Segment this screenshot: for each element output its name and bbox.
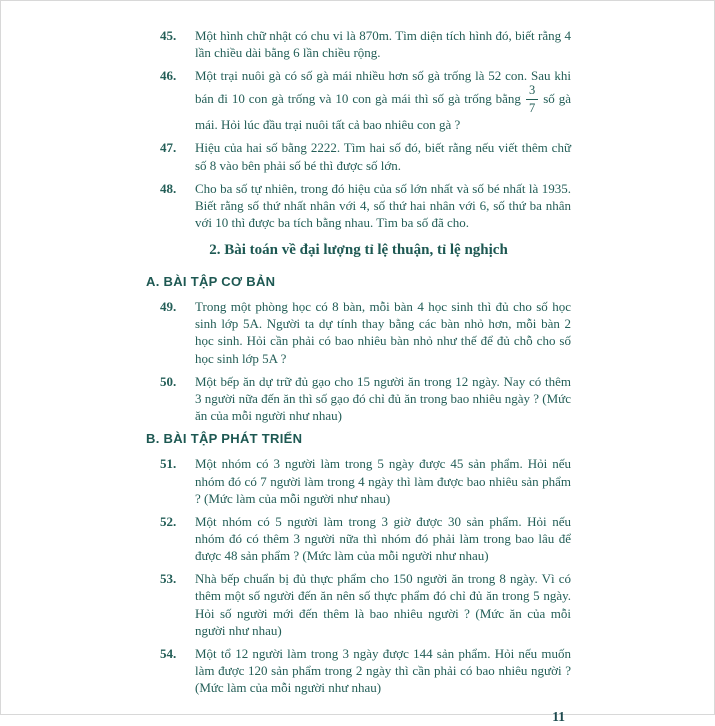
problem-text: Cho ba số tự nhiên, trong đó hiệu của số lớn nhất và số bé nhất là 1935. Biết rằng số thứ nhất nhân với 4, số thứ hai nhân với 6, số thứ ba nhân với 10 thì được ba tích bằng nhau. Tìm ba số đã cho. [195, 180, 571, 230]
problem-number: 50. [160, 373, 177, 389]
problem-number: 47. [160, 140, 177, 156]
problem-text: Trong một phòng học có 8 bàn, mỗi bàn 4 học sinh thì đủ cho số học sinh lớp 5A. Người ta dự tính thay bằng các bàn nhỏ hơn, mỗi bàn 2 học sinh. Hỏi cần phải có bao nhiêu bàn nhỏ như thế để đủ chỗ cho số học sinh lớp 5A ? [195, 299, 571, 366]
problem-text: Một bếp ăn dự trữ đủ gạo cho 15 người ăn trong 12 ngày. Nay có thêm 3 người nữa đến ăn thì số gạo đó chỉ đủ ăn trong bao nhiêu ngày ? (Mức ăn của mỗi người như nhau) [195, 373, 571, 424]
problem-text-before-fraction: Một trại nuôi gà có số gà mái nhiều hơn số gà trống là 52 con. Sau khi bán đi 10 con gà trống và 10 con gà mái thì số gà trống bằng [195, 68, 571, 107]
problem-text: Một tổ 12 người làm trong 3 ngày được 144 sản phẩm. Hỏi nếu muốn làm được 120 sản phẩm trong 2 ngày thì cần phải có bao nhiêu người ? (Mức làm của mỗi người như nhau) [195, 645, 571, 696]
problem-text [195, 67, 571, 133]
problem-number: 46. [160, 68, 177, 84]
problem-text: Một nhóm có 3 người làm trong 5 ngày được 45 sản phẩm. Hỏi nếu nhóm đó có 7 người làm trong 4 ngày thì làm được bao nhiêu sản phẩm ? (Mức làm của mỗi người như nhau) [195, 456, 571, 506]
fraction-denominator: 7 [528, 100, 536, 115]
problem-53 [146, 570, 571, 639]
problem-49 [146, 298, 571, 367]
problem-46 [146, 67, 571, 133]
problem-text-after-fraction: số gà mái. Hỏi lúc đầu trại nuôi tất cả bao nhiêu con gà ? [195, 91, 571, 133]
problem-number: 53. [160, 571, 177, 587]
problem-52 [146, 513, 571, 564]
problem-48 [146, 180, 571, 231]
fraction-three-sevenths [526, 83, 538, 115]
problem-50 [146, 373, 571, 424]
problem-text: Một hình chữ nhật có chu vi là 870m. Tìm diện tích hình đó, biết rằng 4 lần chiều dài bằng 6 lần chiều rộng. [195, 28, 571, 61]
problem-text: Hiệu của hai số bằng 2222. Tìm hai số đó, biết rằng nếu viết thêm chữ số 8 vào bên phải số bé thì được số lớn. [195, 140, 571, 173]
problem-number: 52. [160, 513, 177, 529]
problem-number: 45. [160, 28, 177, 43]
problem-text: Một nhóm có 5 người làm trong 3 giờ được 30 sản phẩm. Hỏi nếu nhóm đó có thêm 3 người nữa thì nhóm đó phải làm trong bao lâu để được 48 sản phẩm ? (Mức làm của mỗi người như nhau) [195, 513, 571, 564]
page-number: 11 [552, 709, 565, 725]
page-content [1, 1, 714, 726]
problem-54 [146, 645, 571, 696]
problem-45 [146, 27, 571, 61]
problem-number: 51. [160, 456, 177, 472]
section-b-title: B. BÀI TẬP PHÁT TRIỂN [146, 431, 303, 447]
section-a-title: A. BÀI TẬP CƠ BẢN [146, 273, 276, 289]
problem-51 [146, 455, 571, 506]
section-heading: 2. Bài toán về đại lượng tỉ lệ thuận, tỉ lệ nghịch [209, 242, 508, 259]
fraction-numerator: 3 [526, 83, 538, 99]
problem-47 [146, 139, 571, 173]
problem-number: 54. [160, 645, 177, 661]
problem-text: Nhà bếp chuẩn bị đủ thực phẩm cho 150 người ăn trong 8 ngày. Vì có thêm một số người đến ăn nên số thực phẩm đó chỉ đủ ăn trong 5 ngày. Hỏi số người mới đến thêm là bao nhiêu người ? (Mức ăn của mỗi người như nhau) [195, 571, 571, 638]
problem-number: 49. [160, 299, 177, 315]
problem-number: 48. [160, 180, 177, 196]
